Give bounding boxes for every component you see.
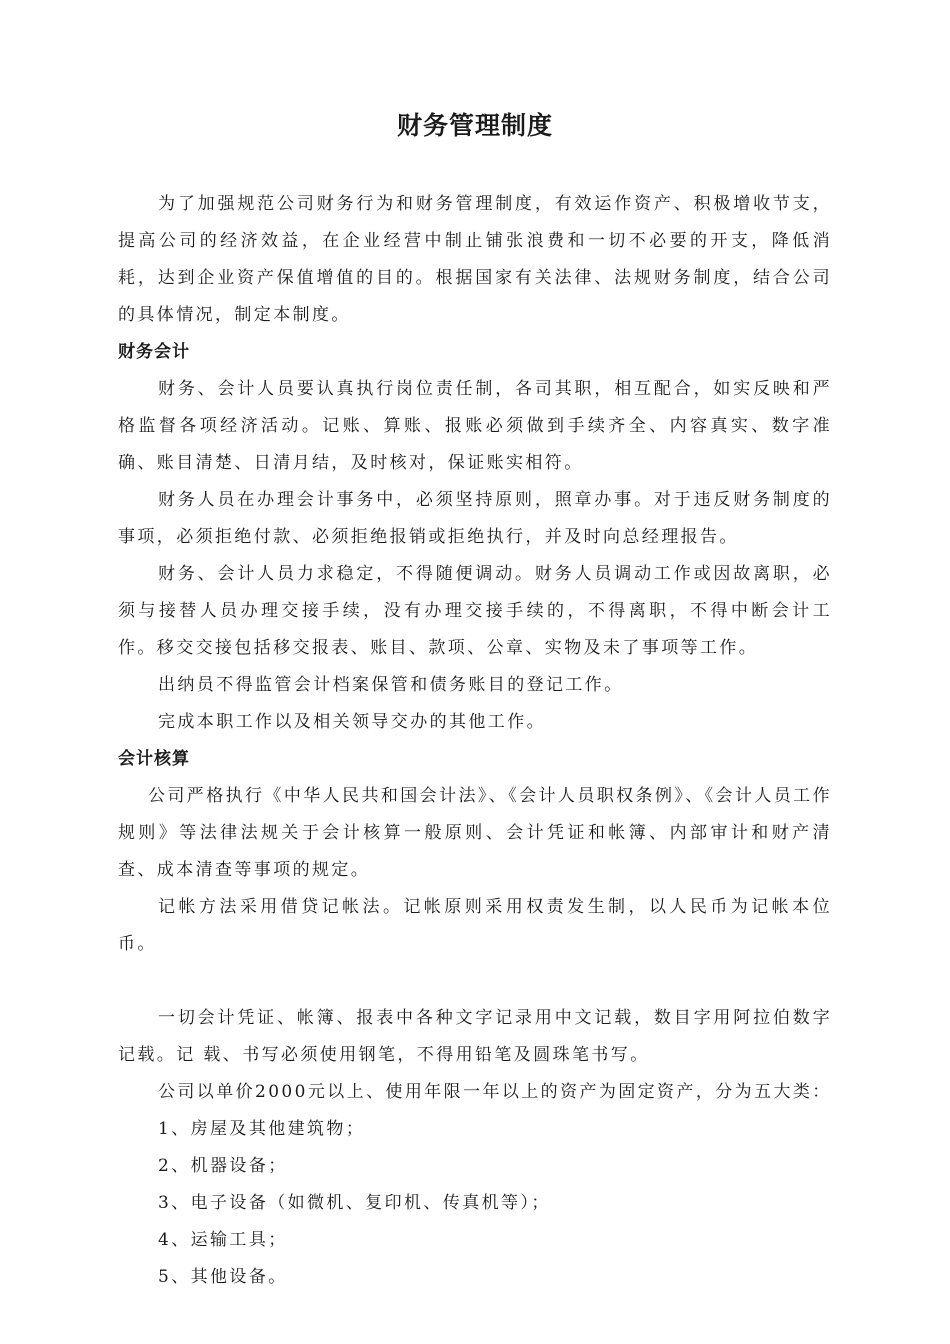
paragraph: 公司以单价2000元以上、使用年限一年以上的资产为固定资产，分为五大类： bbox=[158, 1082, 832, 1102]
intro-paragraph: 为了加强规范公司财务行为和财务管理制度，有效运作资产、积极增收节支，提高公司的经济效益，在企业经营中制止铺张浪费和一切不必要的开支，降低消耗，达到企业资产保值增值的目的。根据国家有关法律、法规财务制度，结合公司的具体情况，制定本制度。 bbox=[118, 194, 832, 325]
paragraph: 财务、会计人员力求稳定，不得随便调动。财务人员调动工作或因故离职，必须与接替人员办理交接手续，没有办理交接手续的，不得离职，不得中断会计工作。移交交接包括移交报表、账目、款项、公章、实物及未了事项等工作。 bbox=[118, 564, 832, 658]
paragraph: 公司严格执行《中华人民共和国会计法》、《会计人员职权条例》、《会计人员工作规则》等法律法规关于会计核算一般原则、会计凭证和帐簿、内部审计和财产清查、成本清查等事项的规定。 bbox=[118, 786, 832, 880]
list-item: 1、房屋及其他建筑物； bbox=[158, 1119, 366, 1139]
paragraph: 记帐方法采用借贷记帐法。记帐原则采用权责发生制，以人民币为记帐本位币。 bbox=[118, 897, 832, 954]
list-item: 3、电子设备（如微机、复印机、传真机等）； bbox=[158, 1193, 551, 1213]
paragraph: 完成本职工作以及相关领导交办的其他工作。 bbox=[158, 712, 546, 732]
section-heading-financial-accounting: 财务会计 bbox=[118, 342, 190, 362]
paragraph: 财务人员在办理会计事务中，必须坚持原则，照章办事。对于违反财务制度的事项，必须拒绝付款、必须拒绝报销或拒绝执行，并及时向总经理报告。 bbox=[118, 490, 832, 547]
paragraph: 财务、会计人员要认真执行岗位责任制，各司其职，相互配合，如实反映和严格监督各项经济活动。记账、算账、报账必须做到手续齐全、内容真实、数字准确、账目清楚、日清月结，及时核对，保证账实相符。 bbox=[118, 379, 832, 473]
section-heading-accounting-calculation: 会计核算 bbox=[118, 749, 190, 769]
paragraph: 出纳员不得监管会计档案保管和债务账目的登记工作。 bbox=[158, 675, 624, 695]
list-item: 4、运输工具； bbox=[158, 1230, 288, 1250]
blank-line bbox=[118, 963, 832, 1000]
list-item: 5、其他设备。 bbox=[158, 1267, 288, 1287]
document-body bbox=[118, 186, 832, 1296]
list-item: 2、机器设备； bbox=[158, 1156, 288, 1176]
paragraph: 一切会计凭证、帐簿、报表中各种文字记录用中文记载，数目字用阿拉伯数字记载。记 载、书写必须使用钢笔，不得用铅笔及圆珠笔书写。 bbox=[118, 1008, 832, 1065]
document-title: 财务管理制度 bbox=[396, 111, 553, 140]
